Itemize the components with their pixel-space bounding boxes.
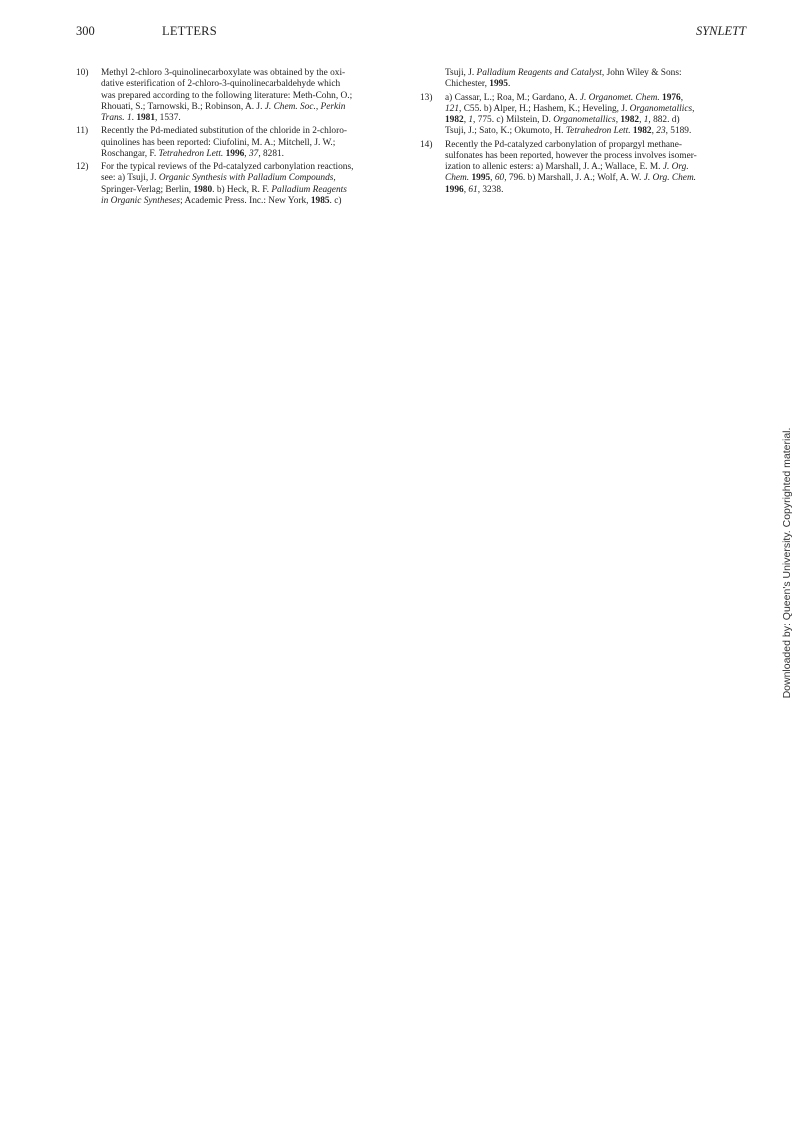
reference-number: 10) <box>76 68 89 78</box>
citation-volume: 1 <box>468 115 474 125</box>
book-title: Organic Synthesis with Palladium Compounds <box>158 173 334 184</box>
book-title: Palladium Reagents <box>271 184 347 195</box>
journal-name: SYNLETT <box>695 24 746 38</box>
journal-title: Tetrahedron Lett. <box>158 148 224 159</box>
reference-text-line: Recently the Pd-mediated substitution of the chloride in 2-chloro- <box>101 126 347 137</box>
reference-text-line: Recently the Pd-catalyzed carbonylation of propargyl methane- <box>445 139 682 150</box>
punctuation: , <box>333 173 336 184</box>
author-list: a) Cassar, L.; Roa, M.; Gardano, A. <box>445 92 580 103</box>
citation-year: 1982 <box>632 126 652 137</box>
reference-11 <box>76 126 377 160</box>
reference-text-line <box>101 113 377 124</box>
citation-year: 1976 <box>662 92 681 103</box>
reference-10 <box>76 68 377 124</box>
running-head <box>76 24 746 40</box>
publisher: ; Academic Press. Inc.: New York, <box>180 195 311 206</box>
section-title: LETTERS <box>162 24 217 38</box>
reference-text-line: was prepared according to the following literature: Meth-Cohn, O.; <box>101 90 353 101</box>
journal-title: Chem. <box>445 173 470 184</box>
citation-volume: 1 <box>643 115 649 125</box>
reference-text-line <box>445 126 746 137</box>
author-list: see: a) Tsuji, J. <box>101 173 159 184</box>
reference-text-line <box>445 79 746 90</box>
reference-number: 13) <box>420 92 433 103</box>
reference-12 <box>76 162 377 207</box>
reference-number: 11) <box>76 126 89 137</box>
citation-year: 1985 <box>310 195 330 206</box>
reference-text-line <box>445 93 746 104</box>
reference-text-line <box>445 185 746 196</box>
punctuation: , <box>615 115 621 125</box>
author-list: Roschangar, F. <box>101 148 159 159</box>
reference-text-line <box>445 115 746 126</box>
reference-text-line <box>101 102 377 113</box>
author-list: Rhouati, S.; Tarnowski, B.; Robinson, A. J. <box>101 101 265 112</box>
citation-year: 1981 <box>136 113 155 123</box>
citation-volume: 23 <box>656 126 666 137</box>
book-title: in Organic Syntheses <box>101 195 181 206</box>
left-column <box>76 68 377 209</box>
punctuation: . <box>131 113 137 123</box>
author-list: . b) Heck, R. F. <box>212 184 272 195</box>
author-list: ization to allenic esters: a) Marshall, J. A.; Wallace, E. M. <box>445 162 663 172</box>
journal-title: J. Org. <box>662 162 689 172</box>
reference-text-line <box>445 162 746 173</box>
citation-year: 1982 <box>620 115 640 125</box>
reference-text-line <box>445 173 746 184</box>
citation-year: 1980 <box>193 184 213 195</box>
reference-13 <box>420 93 746 138</box>
citation-year: 1996 <box>225 148 245 159</box>
citation-year: 1995 <box>489 79 508 90</box>
reference-text-line: Methyl 2-chloro 3-quinolinecarboxylate was obtained by the oxi- <box>101 68 346 78</box>
reference-text-line <box>101 196 377 207</box>
journal-title: J. Org. Chem. <box>643 173 697 184</box>
author-list: , 796. b) Marshall, J. A.; Wolf, A. W. <box>504 173 644 184</box>
citation-pages: , 5189. <box>665 126 692 137</box>
journal-title: Organometallics <box>553 115 616 125</box>
book-title: Palladium Reagents and Catalyst <box>476 68 602 78</box>
watermark-text: Downloaded by: Queen's University. Copyrighted material. <box>781 427 793 698</box>
punctuation: , <box>680 92 684 103</box>
citation-pages: , 882. d) <box>648 115 680 125</box>
punctuation: , <box>463 184 469 195</box>
punctuation: , <box>244 148 249 159</box>
publisher: , John Wiley & Sons: <box>601 68 682 78</box>
citation-pages: , 8281. <box>258 148 285 159</box>
citation-volume: 61 <box>468 184 478 195</box>
reference-text-line: sulfonates has been reported, however the process involves isomer- <box>445 150 697 161</box>
journal-title: J. Chem. Soc., Perkin <box>264 101 346 112</box>
author-list: , 775. c) Milstein, D. <box>473 115 554 125</box>
reference-text-line <box>101 149 377 160</box>
publisher: Springer-Verlag; Berlin, <box>101 184 194 195</box>
author-list: , C55. b) Alper, H.; Hashem, K.; Heveling, J. <box>459 103 630 114</box>
journal-title: Trans. 1 <box>101 113 132 123</box>
reference-12-continued <box>420 68 746 91</box>
citation-volume: 121 <box>445 103 460 114</box>
punctuation: , <box>639 115 644 125</box>
citation-volume: 60 <box>494 173 505 184</box>
author-list: Tsuji, J. <box>445 68 477 78</box>
punctuation: . c) <box>329 195 342 206</box>
reference-text-line <box>445 68 746 79</box>
reference-text-line <box>445 104 746 115</box>
reference-text-line: dative esterification of 2-chloro-3-quinolinecarbaldehyde which <box>101 79 341 90</box>
publisher: Chichester, <box>445 79 490 90</box>
punctuation: , <box>692 103 695 114</box>
reference-text-line <box>101 185 377 196</box>
citation-year: 1996 <box>445 184 464 195</box>
reference-14 <box>420 140 746 196</box>
reference-text-line <box>101 173 377 184</box>
punctuation: , <box>463 115 469 125</box>
journal-title: Organometallics <box>629 103 693 114</box>
citation-volume: 37 <box>248 148 259 159</box>
punctuation: . <box>507 79 511 90</box>
citation-year: 1982 <box>445 115 464 125</box>
citation-pages: , 3238. <box>477 184 504 195</box>
punctuation: , <box>651 126 657 137</box>
citation-year: 1995 <box>471 173 491 184</box>
author-list: Tsuji, J.; Sato, K.; Okumoto, H. <box>445 126 566 137</box>
reference-number: 12) <box>76 162 89 172</box>
reference-number: 14) <box>420 139 433 150</box>
right-column <box>420 68 746 198</box>
citation-pages: , 1537. <box>155 113 181 123</box>
journal-title: Tetrahedron Lett. <box>565 126 631 137</box>
page-number: 300 <box>76 24 95 38</box>
journal-title: J. Organomet. Chem. <box>579 92 660 103</box>
punctuation: , <box>490 173 495 184</box>
download-watermark <box>776 425 793 700</box>
reference-text-line: quinolines has been reported: Ciufolini, M. A.; Mitchell, J. W.; <box>101 137 336 148</box>
reference-text-line: For the typical reviews of the Pd-catalyzed carbonylation reactions, <box>101 162 354 172</box>
